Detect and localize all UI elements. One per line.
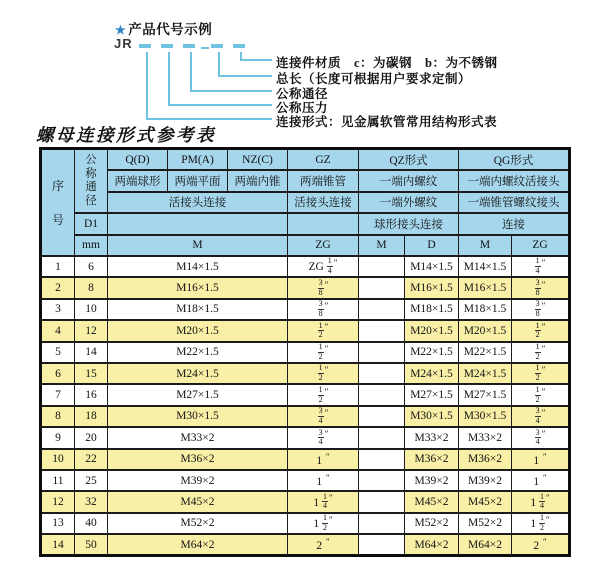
- cell-qz-d: M18×1.5: [405, 299, 459, 320]
- connector-line: [168, 104, 272, 106]
- cell-m: M18×1.5: [108, 299, 288, 320]
- cell-serial: 14: [41, 534, 75, 555]
- cell-qz-d: M30×1.5: [405, 406, 459, 427]
- diagram-title-text: 产品代号示例: [128, 22, 213, 37]
- connector-line: [146, 118, 272, 120]
- cell-dn: 12: [75, 320, 108, 341]
- cell-gz-zg: 1 $\frac{1}{4}$ ″: [288, 491, 359, 512]
- inch-mark: ″: [333, 258, 338, 269]
- fraction: $\frac{1}{2}$: [318, 363, 323, 383]
- fraction: $\frac{3}{4}$: [535, 427, 540, 447]
- fraction: $\frac{1}{4}$: [535, 256, 540, 276]
- fraction: $\frac{3}{4}$: [535, 406, 540, 425]
- cell-serial: 9: [41, 427, 75, 448]
- header-external-thread: 一端外螺纹: [359, 192, 459, 214]
- inch-mark: ″: [324, 322, 329, 333]
- inch-mark: ″: [328, 514, 333, 525]
- cell-qz-m: [359, 384, 405, 405]
- cell-qg-zg: [512, 256, 570, 277]
- cell-gz-zg: [288, 406, 359, 427]
- cell-qz-m: [359, 513, 405, 534]
- cell-gz-zg: [288, 363, 359, 384]
- cell-qz-d: M36×2: [405, 449, 459, 470]
- table-row: [41, 342, 570, 363]
- cell-qz-m: [359, 427, 405, 448]
- fraction: $\frac{1}{2}$: [535, 320, 540, 340]
- cell-m: M36×2: [108, 449, 288, 470]
- cell-qg-m: M20×1.5: [459, 320, 512, 341]
- inch-mark: ″: [324, 386, 329, 397]
- inch-mark: ″: [541, 258, 546, 269]
- header-taper-thread-joint: 一端锥管螺纹接头: [459, 192, 570, 214]
- connector-line: [218, 52, 220, 77]
- code-label-material: 连接件材质 c：为碳钢 b：为不锈钢: [276, 56, 498, 70]
- inch-mark: ″: [541, 343, 546, 354]
- cell-qz-d: M24×1.5: [405, 363, 459, 384]
- nut-connection-table: [39, 147, 571, 557]
- cell-qg-zg: [512, 277, 570, 298]
- inch-mark: ″: [325, 451, 330, 462]
- cell-gz-zg: 1 $\frac{1}{2}$ ″: [288, 513, 359, 534]
- table-row: [41, 534, 570, 555]
- inch-mark: ″: [542, 537, 547, 548]
- cell-m: M52×2: [108, 513, 288, 534]
- table-row: [41, 320, 570, 341]
- cell-dn: 32: [75, 491, 108, 512]
- fraction: $\frac{3}{8}$: [535, 299, 540, 318]
- inch-mark: ″: [541, 386, 546, 397]
- star-icon: ★: [115, 23, 127, 37]
- cell-qz-d: M64×2: [405, 534, 459, 555]
- cell-qg-zg: [512, 299, 570, 320]
- header-d1: D1: [75, 213, 108, 235]
- cell-dn: 14: [75, 342, 108, 363]
- cell-qg-zg: 1 $\frac{1}{4}$ ″: [512, 491, 570, 512]
- header-connection: 连接: [459, 213, 570, 235]
- cell-serial: 5: [41, 342, 75, 363]
- cell-qg-m: M16×1.5: [459, 277, 512, 298]
- cell-m: M39×2: [108, 470, 288, 491]
- cell-qz-m: [359, 534, 405, 555]
- cell-qz-d: M20×1.5: [405, 320, 459, 341]
- header-unit-qg-zg: ZG: [512, 235, 570, 257]
- table-body: [41, 256, 570, 555]
- fraction: $\frac{1}{2}$: [535, 384, 540, 404]
- fraction: $\frac{3}{8}$: [318, 299, 323, 318]
- inch-mark: ″: [324, 365, 329, 376]
- inch-mark: ″: [324, 279, 329, 290]
- cell-qz-m: [359, 406, 405, 427]
- cell-qg-m: M22×1.5: [459, 342, 512, 363]
- fraction: $\frac{1}{2}$: [535, 363, 540, 383]
- cell-m: M30×1.5: [108, 406, 288, 427]
- cell-qg-zg: [512, 342, 570, 363]
- cell-m: M64×2: [108, 534, 288, 555]
- cell-gz-zg: 2 ″: [288, 534, 359, 555]
- code-label-connection: 连接形式：见金属软管常用结构形式表: [276, 115, 498, 129]
- header-form-qz: 一端内螺纹: [359, 170, 459, 192]
- cell-qg-m: M33×2: [459, 427, 512, 448]
- cell-dn: 50: [75, 534, 108, 555]
- cell-m: M20×1.5: [108, 320, 288, 341]
- header-unit-qg-m: M: [459, 235, 512, 257]
- cell-qg-zg: [512, 406, 570, 427]
- cell-gz-zg: 1 ″: [288, 449, 359, 470]
- cell-qz-d: M33×2: [405, 427, 459, 448]
- connector-line: [190, 90, 272, 92]
- inch-mark: ″: [541, 429, 546, 440]
- fraction: $\frac{1}{4}$: [322, 491, 327, 511]
- cell-qg-m: M18×1.5: [459, 299, 512, 320]
- cell-qz-m: [359, 299, 405, 320]
- inch-mark: ″: [324, 407, 329, 418]
- cell-qz-m: [359, 342, 405, 363]
- header-group-gz: GZ: [288, 149, 359, 171]
- header-form-gz: 两端锥管: [288, 170, 359, 192]
- cell-m: M16×1.5: [108, 277, 288, 298]
- fraction: $\frac{1}{2}$: [535, 341, 540, 361]
- code-box-3: [183, 44, 195, 48]
- header-unit-qz-m: M: [359, 235, 405, 257]
- inch-mark: ″: [324, 343, 329, 354]
- header-group-qg: QG形式: [459, 149, 570, 171]
- table-header: [41, 149, 570, 257]
- header-group-qz: QZ形式: [359, 149, 459, 171]
- inch-mark: ″: [325, 537, 330, 548]
- cell-serial: 12: [41, 491, 75, 512]
- header-unit-qz-d: D: [405, 235, 459, 257]
- cell-dn: 20: [75, 427, 108, 448]
- table-row: [41, 449, 570, 470]
- cell-qg-zg: 1 $\frac{1}{2}$ ″: [512, 513, 570, 534]
- cell-serial: 1: [41, 256, 75, 277]
- header-form-qg: 一端内螺纹活接头: [459, 170, 570, 192]
- cell-gz-zg: [288, 384, 359, 405]
- header-form-qd: 两端球形: [108, 170, 168, 192]
- table-row: [41, 491, 570, 512]
- cell-qz-m: [359, 491, 405, 512]
- cell-qg-m: M64×2: [459, 534, 512, 555]
- cell-dn: 8: [75, 277, 108, 298]
- cell-dn: 40: [75, 513, 108, 534]
- cell-m: M14×1.5: [108, 256, 288, 277]
- header-blank: [108, 213, 288, 235]
- code-box-2: [161, 44, 173, 48]
- inch-mark: ″: [541, 365, 546, 376]
- cell-m: M24×1.5: [108, 363, 288, 384]
- inch-mark: ″: [541, 322, 546, 333]
- inch-mark: ″: [541, 279, 546, 290]
- cell-gz-zg: [288, 299, 359, 320]
- cell-qg-zg: [512, 363, 570, 384]
- cell-qg-m: M27×1.5: [459, 384, 512, 405]
- table-row: [41, 363, 570, 384]
- header-blank: [288, 213, 359, 235]
- cell-dn: 18: [75, 406, 108, 427]
- connector-line: [146, 52, 148, 120]
- cell-qz-d: M27×1.5: [405, 384, 459, 405]
- fraction: $\frac{1}{2}$: [318, 384, 323, 404]
- cell-qz-d: M52×2: [405, 513, 459, 534]
- code-label-pressure: 公称压力: [276, 101, 329, 115]
- cell-qz-d: M16×1.5: [405, 277, 459, 298]
- inch-mark: ″: [541, 407, 546, 418]
- cell-qg-m: M14×1.5: [459, 256, 512, 277]
- header-group-qd: Q(D): [108, 149, 168, 171]
- inch-mark: ″: [541, 300, 546, 311]
- header-unit-m: M: [108, 235, 288, 257]
- fraction: $\frac{3}{8}$: [535, 277, 540, 297]
- inch-mark: ″: [325, 473, 330, 484]
- code-box-5: [233, 44, 245, 48]
- cell-dn: 22: [75, 449, 108, 470]
- cell-qg-zg: 1 ″: [512, 470, 570, 491]
- table-row: [41, 427, 570, 448]
- cell-m: M45×2: [108, 491, 288, 512]
- cell-gz-zg: [288, 320, 359, 341]
- cell-dn: 15: [75, 363, 108, 384]
- cell-qz-m: [359, 277, 405, 298]
- table-row: [41, 384, 570, 405]
- cell-qz-m: [359, 449, 405, 470]
- inch-mark: ″: [542, 473, 547, 484]
- cell-qz-m: [359, 256, 405, 277]
- cell-qz-m: [359, 470, 405, 491]
- cell-gz-zg: 1 ″: [288, 470, 359, 491]
- cell-qz-d: M45×2: [405, 491, 459, 512]
- cell-qg-m: M36×2: [459, 449, 512, 470]
- code-prefix: JR: [114, 36, 133, 51]
- table-row: [41, 256, 570, 277]
- cell-serial: 4: [41, 320, 75, 341]
- header-form-pma: 两端平面: [168, 170, 228, 192]
- cell-gz-zg: [288, 277, 359, 298]
- table-row: [41, 277, 570, 298]
- cell-m: M27×1.5: [108, 384, 288, 405]
- cell-qg-m: M39×2: [459, 470, 512, 491]
- cell-dn: 6: [75, 256, 108, 277]
- cell-dn: 10: [75, 299, 108, 320]
- code-label-diameter: 公称通径: [276, 87, 329, 101]
- table-row: [41, 299, 570, 320]
- cell-m: M33×2: [108, 427, 288, 448]
- diagram-title: [115, 18, 212, 38]
- table-row: [41, 513, 570, 534]
- cell-qg-zg: 2 ″: [512, 534, 570, 555]
- header-union-connection-gz: 活接头连接: [288, 192, 359, 214]
- connector-line: [190, 52, 192, 92]
- cell-qg-zg: [512, 427, 570, 448]
- fraction: $\frac{1}{4}$: [327, 256, 332, 276]
- header-serial: 序号: [41, 149, 75, 257]
- code-label-length: 总长（长度可根据用户要求定制）: [276, 72, 472, 86]
- cell-serial: 13: [41, 513, 75, 534]
- code-dash: [201, 47, 209, 49]
- cell-qg-m: M24×1.5: [459, 363, 512, 384]
- code-box-1: [139, 44, 151, 48]
- cell-qg-zg: 1 ″: [512, 449, 570, 470]
- header-group-nzc: NZ(C): [228, 149, 288, 171]
- connector-line: [240, 59, 272, 61]
- cell-serial: 11: [41, 470, 75, 491]
- cell-serial: 2: [41, 277, 75, 298]
- table-title: 螺母连接形式参考表: [36, 125, 216, 145]
- fraction: $\frac{1}{4}$: [539, 491, 544, 511]
- table-row: [41, 470, 570, 491]
- cell-qz-d: M22×1.5: [405, 342, 459, 363]
- cell-gz-zg: ZG $\frac{1}{4}$ ″: [288, 256, 359, 277]
- connector-line: [218, 75, 272, 77]
- header-union-connection: 活接头连接: [108, 192, 288, 214]
- cell-serial: 8: [41, 406, 75, 427]
- inch-mark: ″: [542, 451, 547, 462]
- fraction: $\frac{3}{8}$: [318, 277, 323, 297]
- cell-serial: 10: [41, 449, 75, 470]
- inch-mark: ″: [324, 429, 329, 440]
- cell-qz-m: [359, 320, 405, 341]
- fraction: $\frac{1}{2}$: [322, 513, 327, 532]
- cell-qg-zg: [512, 320, 570, 341]
- header-unit-zg: ZG: [288, 235, 359, 257]
- code-box-4: [211, 44, 223, 48]
- header-ball-joint-connection: 球形接头连接: [359, 213, 459, 235]
- inch-mark: ″: [328, 493, 333, 504]
- inch-mark: ″: [545, 514, 550, 525]
- cell-qz-d: M14×1.5: [405, 256, 459, 277]
- header-nominal-diameter: 公称通径: [75, 149, 108, 214]
- cell-gz-zg: [288, 342, 359, 363]
- header-group-pma: PM(A): [168, 149, 228, 171]
- cell-qg-m: M30×1.5: [459, 406, 512, 427]
- header-form-nzc: 两端内锥: [228, 170, 288, 192]
- inch-mark: ″: [545, 493, 550, 504]
- header-mm: mm: [75, 235, 108, 257]
- cell-serial: 6: [41, 363, 75, 384]
- cell-gz-zg: [288, 427, 359, 448]
- fraction: $\frac{1}{2}$: [318, 341, 323, 361]
- cell-qz-m: [359, 363, 405, 384]
- cell-dn: 25: [75, 470, 108, 491]
- cell-m: M22×1.5: [108, 342, 288, 363]
- connector-line: [168, 52, 170, 106]
- cell-serial: 3: [41, 299, 75, 320]
- cell-serial: 7: [41, 384, 75, 405]
- inch-mark: ″: [324, 300, 329, 311]
- fraction: $\frac{3}{4}$: [318, 406, 323, 425]
- cell-dn: 16: [75, 384, 108, 405]
- cell-qg-m: M45×2: [459, 491, 512, 512]
- cell-qg-zg: [512, 384, 570, 405]
- cell-qz-d: M39×2: [405, 470, 459, 491]
- table-row: [41, 406, 570, 427]
- fraction: $\frac{1}{2}$: [539, 513, 544, 532]
- fraction: $\frac{3}{4}$: [318, 427, 323, 447]
- fraction: $\frac{1}{2}$: [318, 320, 323, 340]
- cell-qg-m: M52×2: [459, 513, 512, 534]
